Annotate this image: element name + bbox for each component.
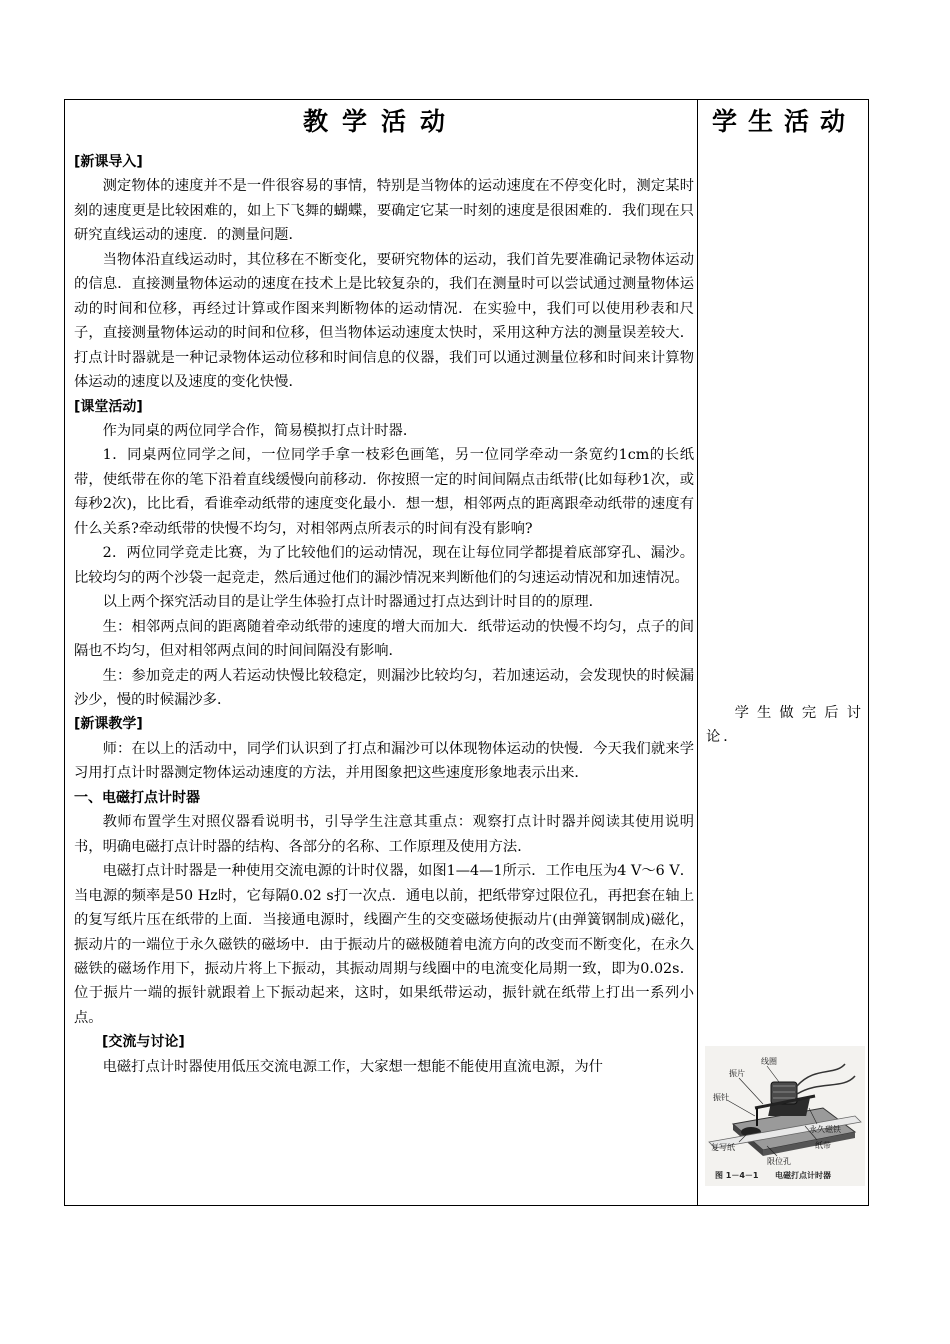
leader-line (739, 1078, 763, 1104)
electromagnetic-timer-diagram (705, 1046, 865, 1186)
paragraph: 电磁打点计时器使用低压交流电源工作，大家想一想能不能使用直流电源，为什 (102, 1058, 603, 1075)
paragraph: 生：参加竞走的两人若运动快慢比较稳定，则漏沙比较均匀，若加速运动，会发现快的时候漏沙少，慢的时候漏沙多． (74, 667, 694, 708)
section-heading-new-lesson: [新课教学] (74, 716, 143, 733)
student-note-text: 学生做完后讨论． (706, 705, 864, 746)
paragraph: 1．同桌两位同学之间，一位同学手拿一枝彩色画笔，另一位同学牵动一条宽约1cm的长纸带，使纸带在你的笔下沿着直线缓慢向前移动．你按照一定的时间间隔点击纸带(比如每秒1次，或每秒2次)，比比看，看谁牵动纸带的速度变化最小．想一想，相邻两点的距离跟牵动纸带的速度有什么关系?牵动纸带的快慢不均匀，对相邻两点所表示的时间有没有影响? (74, 447, 694, 537)
label-coil: 线圈 (761, 1057, 777, 1066)
section-heading-part1: 一、电磁打点计时器 (74, 789, 200, 806)
teacher-activity-header: 教学活动 (302, 107, 459, 136)
label-carbon: 复写纸 (711, 1143, 735, 1152)
label-limit-hole: 限位孔 (767, 1157, 791, 1166)
paragraph: 电磁打点计时器是一种使用交流电源的计时仪器，如图1—4—1所示．工作电压为4 V～6 V．当电源的频率是50 Hz时，它每隔0.02 s打一次点．通电以前，把纸带穿过限位孔，再把套在轴上的复写纸片压在纸带的上面．当接通电源时，线圈产生的交变磁场使振动片(由弹簧钢制成)磁化，振动片的一端位于永久磁铁的磁场中．由于振动片的磁极随着电流方向的改变而不断变化，在永久磁铁的磁场作用下，振动片将上下振动，其振动周期与线圈中的电流变化局期一致，即为0.02s．位于振片一端的振针就跟着上下振动起来，这时，如果纸带运动，振针就在纸带上打出一系列小点。 (74, 863, 694, 1026)
label-magnet: 永久磁铁 (809, 1125, 841, 1134)
figure-caption-text: 电磁打点计时器 (775, 1171, 831, 1180)
paragraph: 生：相邻两点间的距离随着牵动纸带的速度的增大而加大．纸带运动的快慢不均匀，点子的间隔也不均匀，但对相邻两点间的时间间隔没有影响． (74, 618, 694, 660)
paragraph: 教师布置学生对照仪器看说明书，引导学生注意其重点：观察打点计时器并阅读其使用说明书，明确电磁打点计时器的结构、各部分的名称、工作原理及使用方法． (74, 814, 694, 855)
paragraph: 作为同桌的两位同学合作，简易模拟打点计时器． (102, 422, 418, 439)
student-activity-header: 学生活动 (711, 107, 856, 136)
timer-figure (705, 1046, 865, 1186)
label-needle: 振针 (713, 1093, 729, 1102)
paragraph: 以上两个探究活动目的是让学生体验打点计时器通过打点达到计时目的的原理． (102, 594, 603, 611)
wire (797, 1064, 845, 1086)
column-divider (697, 100, 698, 1205)
section-heading-discussion: [交流与讨论] (102, 1034, 185, 1051)
paragraph: 测定物体的速度并不是一件很容易的事情，特别是当物体的运动速度在不停变化时，测定某时刻的速度更是比较困难的，如上下飞舞的蝴蝶，要确定它某一时刻的速度是很困难的．我们现在只研究直线运动的速度．的测量问题． (74, 178, 694, 244)
paragraph: 当物体沿直线运动时，其位移在不断变化，要研究物体的运动，我们首先要准确记录物体运动的信息．直接测量物体运动的速度在技术上是比较复杂的，我们在测量时可以尝试通过测量物体运动的时间和位移，再经过计算或作图来判断物体的运动情况．在实验中，我们可以使用秒表和尺子，直接测量物体运动的时间和位移，但当物体运动速度太快时，采用这种方法的测量误差较大．打点计时器就是一种记录物体运动位移和时间信息的仪器，我们可以通过测量位移和时间来计算物体运动的速度以及速度的变化快慢． (74, 251, 694, 391)
lesson-table (64, 99, 869, 1206)
section-heading-class-activity: [课堂活动] (74, 398, 143, 415)
student-activity-note (706, 701, 864, 750)
figure-caption-number: 图 1－4－1 (715, 1171, 759, 1180)
paragraph: 师：在以上的活动中，同学们认识到了打点和漏沙可以体现物体运动的快慢．今天我们就来学习用打点计时器测定物体运动速度的方法，并用图象把这些速度形象地表示出来． (74, 740, 694, 782)
leader-line (767, 1066, 779, 1082)
label-tape: 纸带 (815, 1141, 831, 1150)
label-vibrator: 振片 (729, 1069, 745, 1078)
paragraph: 2．两位同学竞走比赛，为了比较他们的运动情况，现在让每位同学都提着底部穿孔、漏沙。比较均匀的两个沙袋一起竞走，然后通过他们的漏沙情况来判断他们的匀速运动情况和加速情况。 (74, 545, 694, 586)
teacher-activity-content (74, 150, 694, 1079)
section-heading-intro: [新课导入] (74, 154, 143, 170)
leader-line (727, 1100, 755, 1116)
